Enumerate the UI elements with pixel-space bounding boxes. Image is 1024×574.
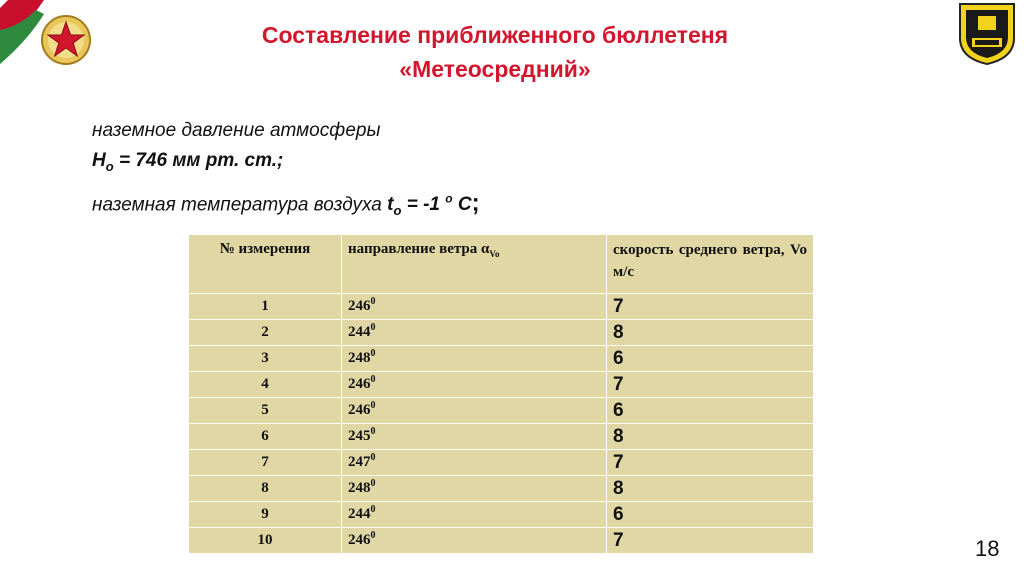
cell-wind-direction: $246^0$ bbox=[342, 294, 607, 320]
degree-mark: 0 bbox=[370, 322, 376, 333]
cell-wind-direction: $246^0$ bbox=[342, 398, 607, 424]
cell-wind-speed: 8 bbox=[607, 320, 814, 346]
pressure-value-line bbox=[92, 146, 480, 182]
table-row bbox=[189, 346, 814, 372]
cell-wind-direction: $248^0$ bbox=[342, 476, 607, 502]
table-body bbox=[189, 294, 814, 554]
cell-measurement-number: 2 bbox=[189, 320, 342, 346]
pressure-subscript: o bbox=[105, 158, 114, 174]
cell-wind-speed: 6 bbox=[607, 502, 814, 528]
degree-mark: 0 bbox=[370, 452, 376, 463]
cell-wind-speed: 7 bbox=[607, 372, 814, 398]
cell-measurement-number: 4 bbox=[189, 372, 342, 398]
university-crest-icon bbox=[954, 0, 1020, 66]
cell-wind-speed: 7 bbox=[607, 528, 814, 554]
temperature-line bbox=[92, 184, 480, 226]
cell-wind-direction: $247^0$ bbox=[342, 450, 607, 476]
cell-measurement-number: 10 bbox=[189, 528, 342, 554]
degree-mark: 0 bbox=[370, 400, 376, 411]
cell-wind-direction: $244^0$ bbox=[342, 502, 607, 528]
table-row bbox=[189, 294, 814, 320]
cell-wind-speed: 8 bbox=[607, 476, 814, 502]
table-row bbox=[189, 398, 814, 424]
pressure-label: наземное давление атмосферы bbox=[92, 120, 381, 141]
cell-wind-speed: 7 bbox=[607, 450, 814, 476]
parameters-block bbox=[92, 116, 480, 226]
header-wind-direction: направление ветра $\alpha_{Vo}$ bbox=[342, 235, 607, 294]
temperature-semicolon: ; bbox=[471, 189, 480, 217]
table-row bbox=[189, 424, 814, 450]
cell-wind-speed: 7 bbox=[607, 294, 814, 320]
pressure-symbol: H bbox=[92, 150, 106, 171]
temperature-label: наземная температура воздуха bbox=[92, 194, 388, 216]
cell-wind-direction: $245^0$ bbox=[342, 424, 607, 450]
cell-wind-direction: $246^0$ bbox=[342, 372, 607, 398]
slide-title bbox=[160, 18, 830, 86]
temperature-subscript: o bbox=[393, 202, 402, 218]
temperature-unit: C bbox=[452, 194, 472, 216]
table-row bbox=[189, 528, 814, 554]
degree-mark: 0 bbox=[370, 504, 376, 515]
degree-mark: 0 bbox=[370, 426, 376, 437]
table-header-row bbox=[189, 235, 814, 294]
degree-mark: 0 bbox=[370, 478, 376, 489]
header-direction-subscript: Vo bbox=[489, 249, 500, 259]
temperature-symbol: t bbox=[387, 194, 394, 216]
table-row bbox=[189, 450, 814, 476]
cell-measurement-number: 8 bbox=[189, 476, 342, 502]
cell-measurement-number: 5 bbox=[189, 398, 342, 424]
cell-wind-speed: 6 bbox=[607, 346, 814, 372]
degree-mark: 0 bbox=[370, 530, 376, 541]
meteo-table bbox=[188, 234, 814, 554]
cell-measurement-number: 7 bbox=[189, 450, 342, 476]
cell-wind-direction: $246^0$ bbox=[342, 528, 607, 554]
degree-mark: 0 bbox=[370, 348, 376, 359]
cell-measurement-number: 1 bbox=[189, 294, 342, 320]
table-row bbox=[189, 320, 814, 346]
cell-wind-speed: 6 bbox=[607, 398, 814, 424]
pressure-value: = 746 мм рт. ст.; bbox=[113, 150, 284, 171]
temperature-degree: o bbox=[445, 191, 453, 206]
cell-wind-direction: $248^0$ bbox=[342, 346, 607, 372]
cell-measurement-number: 9 bbox=[189, 502, 342, 528]
cell-wind-speed: 8 bbox=[607, 424, 814, 450]
title-line-2: «Метеосредний» bbox=[399, 56, 591, 82]
cell-measurement-number: 6 bbox=[189, 424, 342, 450]
header-measurement-number: № измерения bbox=[189, 235, 342, 294]
table-row bbox=[189, 502, 814, 528]
degree-mark: 0 bbox=[370, 374, 376, 385]
cell-measurement-number: 3 bbox=[189, 346, 342, 372]
cell-wind-direction: $244^0$ bbox=[342, 320, 607, 346]
header-wind-speed: скорость среднего ветра, Vo м/с bbox=[607, 235, 814, 294]
title-line-1: Составление приближенного бюллетеня bbox=[261, 22, 729, 48]
temperature-equals: = -1 bbox=[401, 194, 446, 216]
table-row bbox=[189, 476, 814, 502]
degree-mark: 0 bbox=[370, 296, 376, 307]
table-row bbox=[189, 372, 814, 398]
page-number: 18 bbox=[975, 536, 1000, 561]
red-star-emblem-icon bbox=[40, 14, 92, 66]
